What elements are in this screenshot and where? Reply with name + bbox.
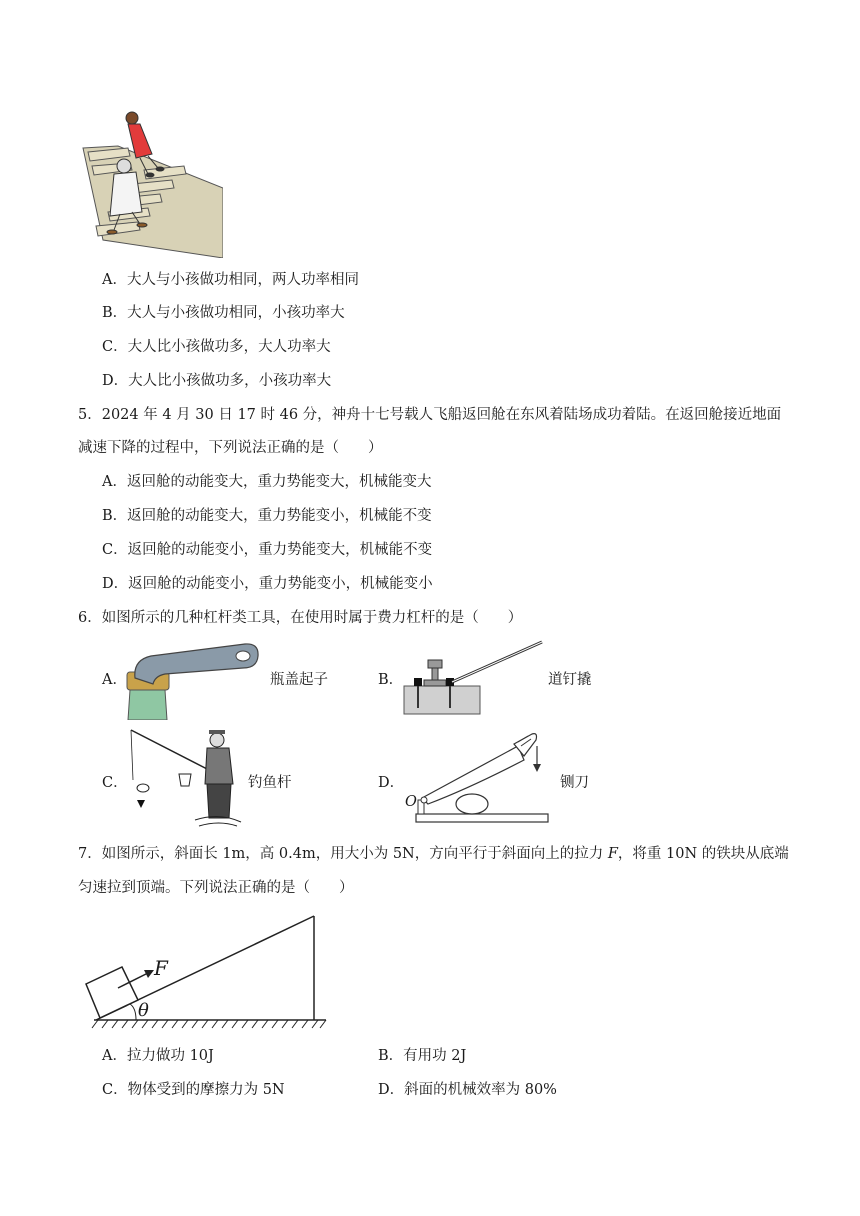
q7-option-b[interactable]: B．有用功 2J [378, 1048, 467, 1064]
q6-option-b-letter[interactable]: B． [378, 672, 404, 688]
q5-option-c[interactable]: C．返回舱的动能变小，重力势能变大，机械能不变 [102, 542, 433, 558]
incline-figure [80, 912, 330, 1032]
q6-option-c-label: 钓鱼杆 [248, 775, 292, 791]
q5-stem-line2: 减速下降的过程中，下列说法正确的是（ ） [78, 440, 383, 456]
q7-stem-line1 [78, 844, 789, 864]
q5-stem-line1: 5．2024 年 4 月 30 日 17 时 46 分，神舟十七号载人飞船返回舱在东风着陆场成功着陆。在返回舱接近地面 [78, 407, 782, 423]
q6-option-d-label: 铡刀 [560, 775, 589, 791]
rail-spike-lever-figure [402, 638, 547, 718]
q5-option-b[interactable]: B．返回舱的动能变大，重力势能变小，机械能不变 [102, 508, 432, 524]
q6-option-a-letter[interactable]: A． [102, 672, 127, 688]
q4-option-c[interactable]: C．大人比小孩做功多，大人功率大 [102, 339, 331, 355]
q7-stem-line1-a: 7．如图所示，斜面长 1m，高 0.4m，用大小为 5N，方向平行于斜面向上的拉力 [78, 846, 608, 862]
q4-option-d[interactable]: D．大人比小孩做功多，小孩功率大 [102, 373, 332, 389]
bottle-opener-figure [125, 638, 260, 720]
q6-option-b-label: 道钉撬 [548, 672, 592, 688]
q6-option-a-label: 瓶盖起子 [270, 672, 328, 688]
q4-option-b[interactable]: B．大人与小孩做功相同，小孩功率大 [102, 305, 345, 321]
q6-option-d-letter[interactable]: D． [378, 775, 405, 791]
angle-label: θ [138, 1000, 149, 1021]
force-label: F [154, 956, 168, 980]
staircase-figure [78, 108, 223, 258]
q5-option-d[interactable]: D．返回舱的动能变小，重力势能变小，机械能变小 [102, 576, 433, 592]
q7-option-d[interactable]: D．斜面的机械效率为 80% [378, 1082, 557, 1098]
q7-option-c[interactable]: C．物体受到的摩擦力为 5N [102, 1082, 285, 1098]
q5-option-a[interactable]: A．返回舱的动能变大，重力势能变大，机械能变大 [102, 474, 432, 490]
pivot-label: O [405, 794, 417, 810]
fishing-rod-figure [125, 726, 245, 828]
q6-option-c-letter[interactable]: C． [102, 775, 128, 791]
q7-stem-line1-b: ，将重 10N 的铁块从底端 [617, 846, 789, 862]
guillotine-cutter-figure [400, 730, 552, 826]
q7-stem-force-symbol: F [607, 846, 618, 862]
q7-stem-line2: 匀速拉到顶端。下列说法正确的是（ ） [78, 880, 354, 896]
q7-option-a[interactable]: A．拉力做功 10J [102, 1048, 214, 1064]
q4-option-a[interactable]: A．大人与小孩做功相同，两人功率相同 [102, 272, 359, 288]
q6-stem: 6．如图所示的几种杠杆类工具，在使用时属于费力杠杆的是（ ） [78, 610, 523, 626]
